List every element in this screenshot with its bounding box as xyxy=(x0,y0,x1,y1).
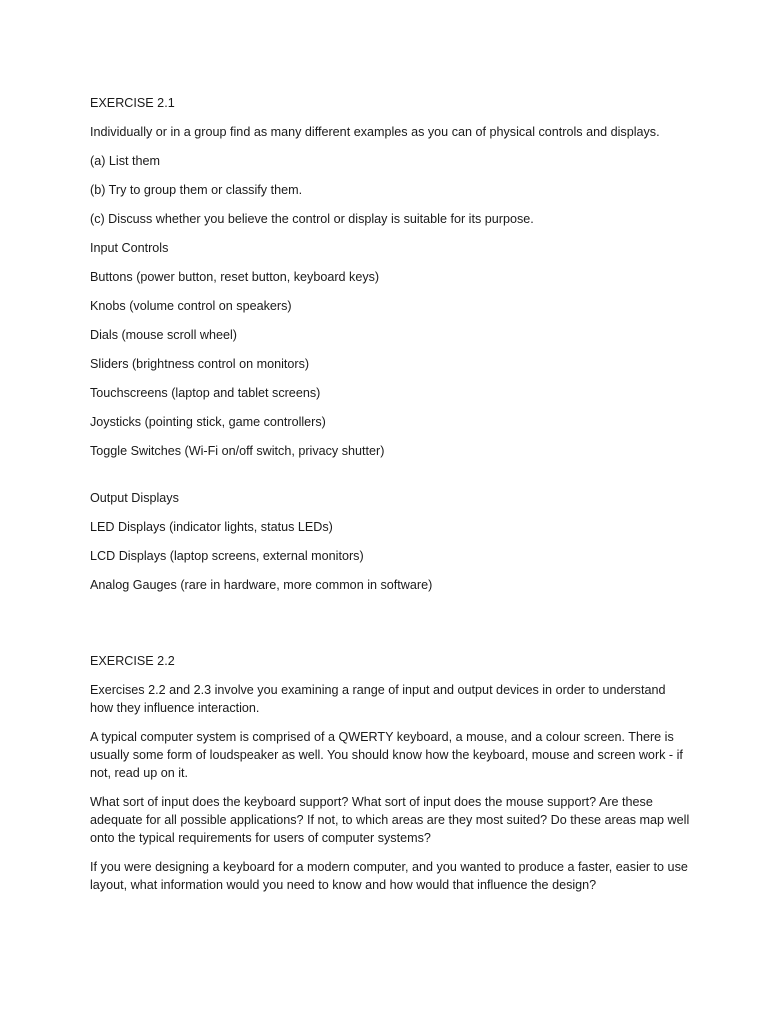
input-control-item: Knobs (volume control on speakers) xyxy=(90,299,292,313)
input-control-item: Joysticks (pointing stick, game controllers) xyxy=(90,415,326,429)
exercise-2-2-paragraph: A typical computer system is comprised of a QWERTY keyboard, a mouse, and a colour screen. There is usually some form of loudspeaker as well. You should know how the keyboard, mouse and screen work - if not, read up on it. xyxy=(90,730,683,780)
input-control-item: Buttons (power button, reset button, keyboard keys) xyxy=(90,270,380,284)
task-a: (a) List them xyxy=(90,154,160,168)
task-b: (b) Try to group them or classify them. xyxy=(90,183,303,197)
exercise-2-2-paragraph: If you were designing a keyboard for a modern computer, and you wanted to produce a faster, easier to use layout, what information would you need to know and how would that influence the design? xyxy=(90,860,688,892)
exercise-2-2-heading: EXERCISE 2.2 xyxy=(90,654,175,668)
input-control-item: Touchscreens (laptop and tablet screens) xyxy=(90,386,321,400)
exercise-2-1-intro: Individually or in a group find as many different examples as you can of physical controls and displays. xyxy=(90,125,660,139)
document-page xyxy=(90,94,690,905)
input-control-item: Sliders (brightness control on monitors) xyxy=(90,357,310,371)
output-displays-heading: Output Displays xyxy=(90,491,179,505)
input-controls-heading: Input Controls xyxy=(90,241,169,255)
task-c: (c) Discuss whether you believe the control or display is suitable for its purpose. xyxy=(90,212,534,226)
exercise-2-2-paragraph: Exercises 2.2 and 2.3 involve you examining a range of input and output devices in order to understand how they influence interaction. xyxy=(90,683,666,715)
output-display-item: Analog Gauges (rare in hardware, more common in software) xyxy=(90,578,433,592)
input-control-item: Dials (mouse scroll wheel) xyxy=(90,328,237,342)
blank-lines xyxy=(90,605,690,652)
blank-line xyxy=(90,471,690,489)
output-display-item: LCD Displays (laptop screens, external monitors) xyxy=(90,549,364,563)
input-control-item: Toggle Switches (Wi-Fi on/off switch, privacy shutter) xyxy=(90,444,385,458)
output-display-item: LED Displays (indicator lights, status LEDs) xyxy=(90,520,333,534)
exercise-2-1-heading: EXERCISE 2.1 xyxy=(90,96,175,110)
exercise-2-2-paragraph: What sort of input does the keyboard support? What sort of input does the mouse support? Are these adequate for all possible applications? If not, to which areas are they most suited? Do these areas map well onto the typical requirements for users of computer systems? xyxy=(90,795,690,845)
